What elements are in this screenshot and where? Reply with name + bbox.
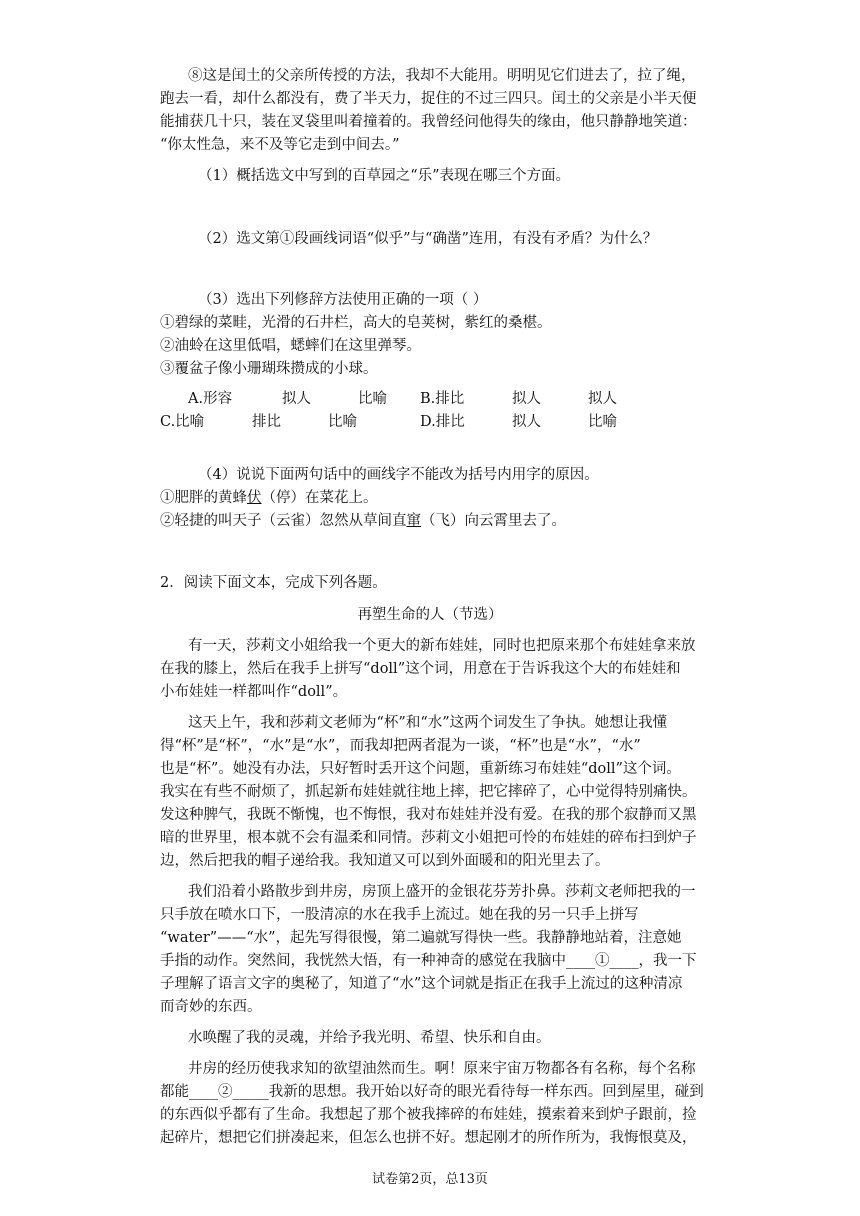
passage-line: 暗的世界里，根本就不会有温柔和同情。莎莉文小姐把可怜的布娃娃的碎布扫到炉子 xyxy=(160,830,697,846)
question-3-item: ③覆盆子像小珊瑚珠攒成的小球。 xyxy=(160,361,378,377)
option-text: B.排比 xyxy=(420,391,465,407)
option-text: 拟人 xyxy=(282,391,311,407)
question-3-item: ①碧绿的菜畦，光滑的石井栏，高大的皂荚树，紫红的桑椹。 xyxy=(160,315,552,331)
passage-line: 小布娃娃一样都叫作“doll”。 xyxy=(160,684,348,700)
passage-line: 我实在有些不耐烦了，抓起新布娃娃就往地上摔，把它摔碎了，心中觉得特别痛快。 xyxy=(160,784,697,800)
passage-line: 井房的经历使我求知的欲望油然而生。啊！原来宇宙万物都各有名称，每个名称 xyxy=(188,1061,696,1077)
passage-line: 水唤醒了我的灵魂，并给予我光明、希望、快乐和自由。 xyxy=(188,1030,551,1046)
passage-line: 手指的动作。突然间，我恍然大悟，有一种神奇的感觉在我脑中____①____，我一下 xyxy=(160,953,697,969)
option-text: 比喻 xyxy=(358,391,387,407)
option-text: C.比喻 xyxy=(160,414,205,430)
question-1: （1）概括选文中写到的百草园之“乐”表现在哪三个方面。 xyxy=(198,168,571,184)
option-text: 排比 xyxy=(252,414,281,430)
passage-line: 边，然后把我的帽子递给我。我知道又可以到外面暖和的阳光里去了。 xyxy=(160,853,610,869)
sentence-text: （飞）向云霄里去了。 xyxy=(421,513,566,529)
passage-line: 的东西似乎都有了生命。我想起了那个被我摔碎的布娃娃，摸索着来到炉子跟前，捡 xyxy=(160,1107,697,1123)
passage-line: 在我的膝上，然后在我手上拼写“doll”这个词，用意在于告诉我这个大的布娃娃和 xyxy=(160,661,681,677)
page-footer: 试卷第2页，总13页 xyxy=(372,1172,488,1187)
passage-line: 而奇妙的东西。 xyxy=(160,999,262,1015)
passage-line: 子理解了语言文字的奥秘了，知道了“水”这个词就是指正在我手上流过的这种清凉 xyxy=(160,976,683,992)
option-text: 拟人 xyxy=(512,391,541,407)
para8-line: 能捕获几十只，装在叉袋里叫着撞着的。我曾经问他得失的缘由，他只静静地笑道： xyxy=(160,114,697,130)
passage-line: 这天上午，我和莎莉文老师为“杯”和“水”这两个词发生了争执。她想让我懂 xyxy=(188,715,668,731)
question-4-sentence-2 xyxy=(160,511,566,531)
question-2-intro: 2．阅读下面文本，完成下列各题。 xyxy=(160,575,387,591)
question-2: （2）选文第①段画线词语“似乎”与“确凿”连用，有没有矛盾？为什么？ xyxy=(198,231,658,247)
passage-title: 再塑生命的人（节选） xyxy=(357,607,503,623)
passage-line: 得“杯”是“杯”，“水”是“水”，而我却把两者混为一谈，“杯”也是“水”，“水” xyxy=(160,738,641,754)
passage-line: 我们沿着小路散步到井房，房顶上盛开的金银花芬芳扑鼻。莎莉文老师把我的一 xyxy=(188,884,696,900)
para8-line: ⑧这是闰土的父亲所传授的方法，我却不大能用。明明见它们进去了，拉了绳， xyxy=(188,68,696,84)
underlined-char: 伏 xyxy=(247,490,262,506)
sentence-text: ①肥胖的黄蜂 xyxy=(160,490,247,506)
option-text: 拟人 xyxy=(588,391,617,407)
passage-line: 只手放在喷水口下，一股清凉的水在我手上流过。她在我的另一只手上拼写 xyxy=(160,907,639,923)
question-4-stem: （4）说说下面两句话中的画线字不能改为括号内用字的原因。 xyxy=(198,467,599,483)
sentence-text: ②轻捷的叫天子（云雀）忽然从草间直 xyxy=(160,513,407,529)
para8-line: 跑去一看，却什么都没有，费了半天力，捉住的不过三四只。闰土的父亲是小半天便 xyxy=(160,91,697,107)
option-text: D.排比 xyxy=(420,414,465,430)
question-4-sentence-1 xyxy=(160,488,378,508)
sentence-text: （停）在菜花上。 xyxy=(261,490,378,506)
passage-line: 也是“杯”。她没有办法，只好暂时丢开这个问题，重新练习布娃娃“doll”这个词。 xyxy=(160,761,681,777)
option-text: A.形容 xyxy=(188,391,233,407)
question-3-stem: （3）选出下列修辞方法使用正确的一项（ ） xyxy=(198,292,488,308)
question-3-item: ②油蛉在这里低唱，蟋蟀们在这里弹琴。 xyxy=(160,338,421,354)
passage-line: 起碎片，想把它们拼凑起来，但怎么也拼不好。想起刚才的所作所为，我悔恨莫及， xyxy=(160,1130,697,1146)
option-text: 比喻 xyxy=(328,414,357,430)
passage-line: 发这种脾气，我既不惭愧，也不悔恨，我对布娃娃并没有爱。在我的那个寂静而又黑 xyxy=(160,807,697,823)
option-text: 比喻 xyxy=(588,414,617,430)
option-text: 拟人 xyxy=(512,414,541,430)
passage-line: 有一天，莎莉文小姐给我一个更大的新布娃娃，同时也把原来那个布娃娃拿来放 xyxy=(188,638,696,654)
passage-line: 都能____②_____我新的思想。我开始以好奇的眼光看待每一样东西。回到屋里，碰到 xyxy=(160,1084,704,1100)
para8-line: “你太性急，来不及等它走到中间去。” xyxy=(160,137,400,153)
underlined-char: 窜 xyxy=(406,513,421,529)
passage-line: “water”——“水”，起先写得很慢，第二遍就写得快一些。我静静地站着，注意她 xyxy=(160,930,682,946)
